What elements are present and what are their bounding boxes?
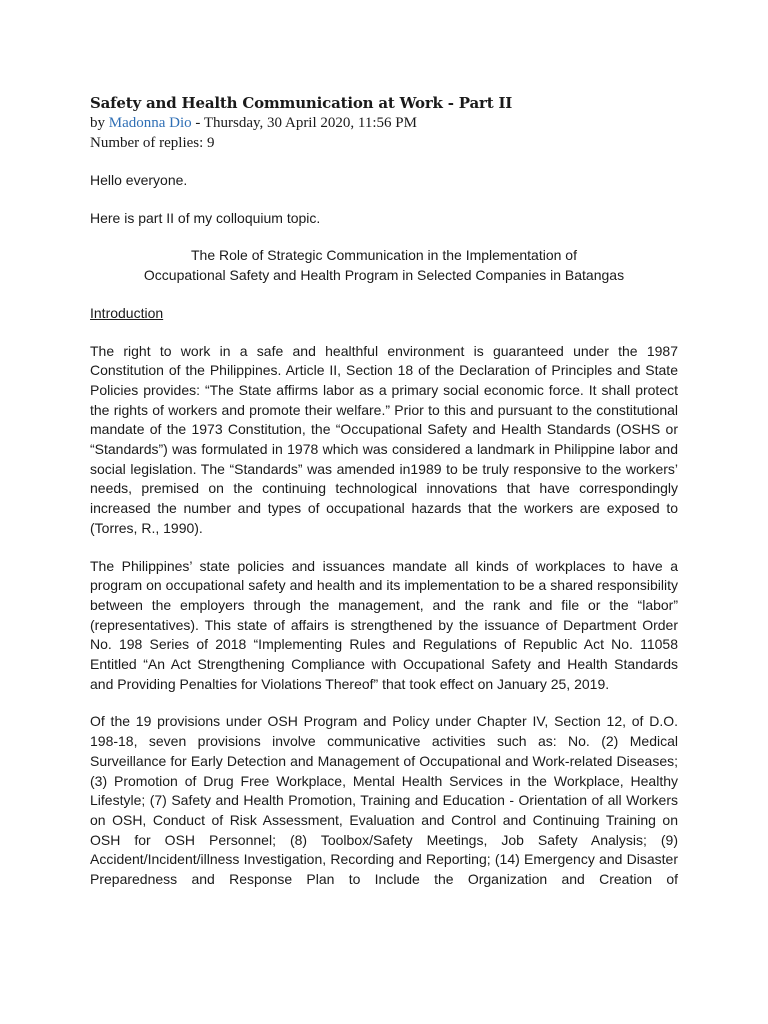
- paper-title: [90, 246, 678, 285]
- greeting: Hello everyone.: [90, 172, 188, 188]
- section-heading: Introduction: [90, 304, 164, 321]
- paper-title-line-2: Occupational Safety and Health Program in Selected Companies in Batangas: [143, 267, 625, 284]
- paragraph-3: Of the 19 provisions under OSH Program and Policy under Chapter IV, Section 12, of D.O. 198-18, seven provisions involve communicative activities such as: No. (2) Medical Surveillance for Early Detection and Management of Occupational and Work-related Diseases; (3) Promotion of Drug Free Workplace, Mental Health Services in the Workplace, Healthy Lifestyle; (7) Safety and Health Promotion, Training and Education - Orientation of all Workers on OSH, Conduct of Risk Assessment, Evaluation and Control and Continuing Training on OSH for OSH Personnel; (8) Toolbox/Safety Meetings, Job Safety Analysis; (9) Accident/Incident/illness Investigation, Recording and Reporting; (14) Emergency and Disaster Preparedness and Response Plan to Include the Organization and Creation of: [90, 713, 678, 888]
- post-title: Safety and Health Communication at Work - Part II: [90, 94, 513, 112]
- post-header: [90, 93, 678, 153]
- post-date: - Thursday, 30 April 2020, 11:56 PM: [191, 115, 417, 131]
- post-byline: [90, 113, 678, 133]
- reply-count: Number of replies: 9: [90, 135, 215, 151]
- intro-line: Here is part II of my colloquium topic.: [90, 209, 321, 226]
- paper-title-line-1: The Role of Strategic Communication in the Implementation of: [191, 247, 577, 264]
- paragraph-2: The Philippines’ state policies and issuances mandate all kinds of workplaces to have a program on occupational safety and health and its implementation to be a shared responsibility between the employers through the management, and the rank and file or the “labor” (representatives). This state of affairs is strengthened by the issuance of Department Order No. 198 Series of 2018 “Implementing Rules and Regulations of Republic Act No. 11058 Entitled “An Act Strengthening Compliance with Occupational Safety and Health Standards and Providing Penalties for Violations Thereof” that took effect on January 25, 2019.: [90, 557, 678, 692]
- byline-prefix: by: [90, 115, 109, 131]
- paragraph-1: The right to work in a safe and healthful environment is guaranteed under the 1987 Constitution of the Philippines. Article II, Section 18 of the Declaration of Principles and State Policies provides: “The State affirms labor as a primary social economic force. It shall protect the rights of workers and promote their welfare.” Prior to this and pursuant to the constitutional mandate of the 1973 Constitution, the “Occupational Safety and Health Standards (OSHS or “Standards”) was formulated in 1978 which was considered a landmark in Philippine labor and social legislation. The “Standards” was amended in1989 to be truly responsive to the workers’ needs, premised on the continuing technological innovations that have correspondingly increased the number and types of occupational hazards that the workers are exposed to (Torres, R., 1990).: [90, 342, 678, 536]
- post-body: [90, 171, 678, 890]
- author-link[interactable]: Madonna Dio: [108, 115, 192, 131]
